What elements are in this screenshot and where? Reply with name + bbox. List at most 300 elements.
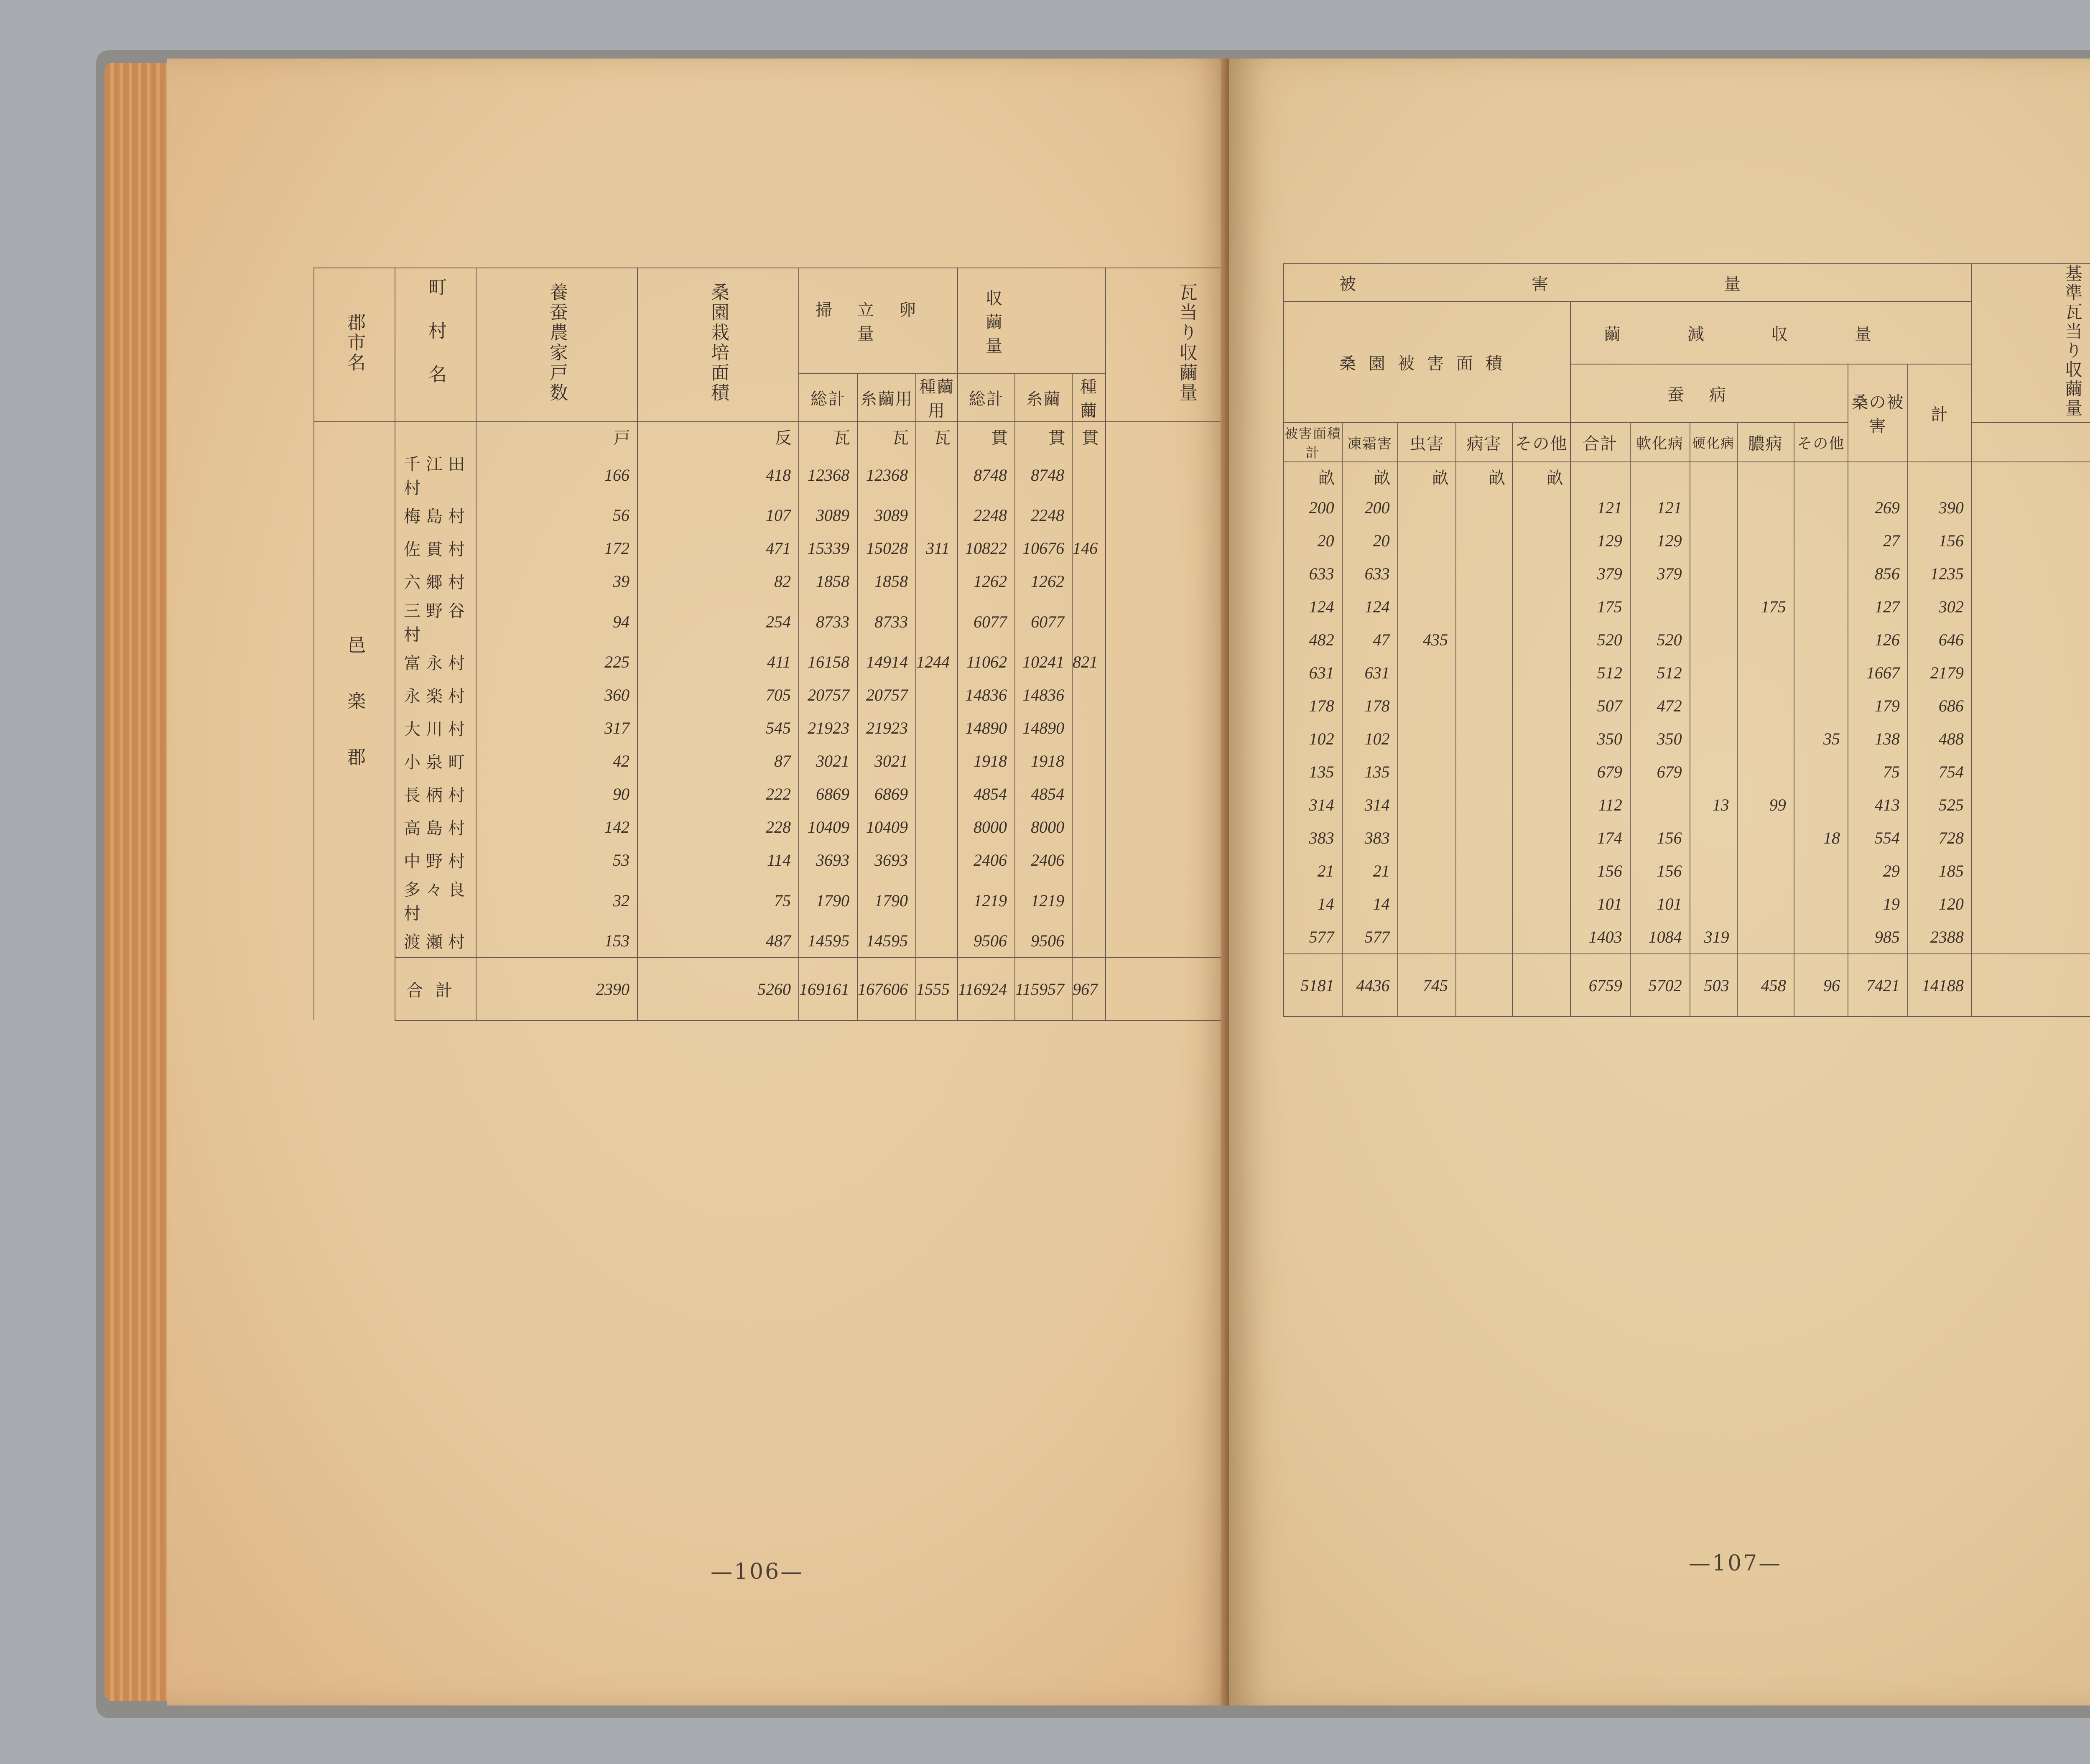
village-name: 大川村 — [395, 711, 476, 744]
table-cell: 3089 — [857, 499, 916, 532]
table-row — [314, 924, 1267, 958]
table-cell — [916, 598, 958, 645]
table-cell: 1219 — [1015, 877, 1072, 924]
table-cell: 269 — [1848, 491, 1908, 524]
table-cell: 1235 — [1908, 557, 1972, 590]
table-cell — [1398, 491, 1456, 524]
header-cocoon-total: 総計 — [958, 373, 1015, 422]
table-row — [314, 565, 1267, 598]
table-cell: 156 — [1630, 854, 1690, 887]
table-cell — [916, 744, 958, 777]
table-cell: 6077 — [1015, 598, 1072, 645]
table-cell — [916, 924, 958, 958]
table-cell: 10241 — [1015, 645, 1072, 678]
unit: 畝 — [1456, 462, 1512, 491]
table-cell: 1918 — [1015, 744, 1072, 777]
table-cell: 360 — [476, 678, 637, 711]
table-cell: 1790 — [857, 877, 916, 924]
table-cell: 127 — [1848, 590, 1908, 623]
table-row — [1284, 722, 2090, 755]
table-cell — [1794, 788, 1848, 821]
table-cell: 39 — [476, 565, 637, 598]
table-cell — [1737, 854, 1794, 887]
table-cell: 8748 — [1015, 451, 1072, 499]
left-table — [314, 268, 1267, 1021]
table-cell: 3693 — [857, 844, 916, 877]
table-cell: 99 — [1737, 788, 1794, 821]
table-cell: 435 — [1398, 623, 1456, 656]
table-cell: 179 — [1848, 689, 1908, 722]
table-cell — [1794, 590, 1848, 623]
table-cell — [1690, 590, 1737, 623]
header-gun: 郡市名 — [314, 268, 395, 422]
table-cell — [1972, 887, 2090, 920]
village-name: 長柄村 — [395, 777, 476, 811]
table-cell — [1512, 887, 1570, 920]
table-cell — [1456, 524, 1512, 557]
table-cell — [1690, 854, 1737, 887]
table-cell: 4854 — [958, 777, 1015, 811]
table-cell: 512 — [1570, 656, 1630, 689]
table-cell: 29 — [1848, 854, 1908, 887]
table-cell — [1737, 689, 1794, 722]
table-cell — [1072, 844, 1106, 877]
table-cell: 1858 — [799, 565, 857, 598]
total-cell: 745 — [1398, 954, 1456, 1017]
header-c-pebrine: 膿病 — [1737, 423, 1794, 462]
table-cell — [1456, 920, 1512, 954]
table-cell: 2406 — [958, 844, 1015, 877]
table-cell: 411 — [637, 645, 799, 678]
header-m-other: その他 — [1512, 423, 1570, 462]
table-cell: 87 — [637, 744, 799, 777]
table-cell — [916, 711, 958, 744]
table-cell: 14890 — [1015, 711, 1072, 744]
table-cell — [1398, 821, 1456, 854]
table-cell — [1072, 565, 1106, 598]
table-row — [1284, 590, 2090, 623]
table-cell: 350 — [1570, 722, 1630, 755]
table-cell: 75 — [637, 877, 799, 924]
header-cocoon-silk: 糸繭 — [1015, 373, 1072, 422]
header-households: 養蚕農家戸数 — [476, 268, 637, 422]
total-cell: 14188 — [1908, 954, 1972, 1017]
table-cell — [1456, 656, 1512, 689]
total-cell: 967 — [1072, 958, 1106, 1020]
table-cell: 646 — [1908, 623, 1972, 656]
table-cell: 631 — [1342, 656, 1398, 689]
table-cell: 525 — [1908, 788, 1972, 821]
table-cell: 14595 — [857, 924, 916, 958]
table-cell: 383 — [1342, 821, 1398, 854]
table-cell — [1972, 557, 2090, 590]
table-cell: 471 — [637, 532, 799, 565]
table-cell: 107 — [637, 499, 799, 532]
table-cell — [1690, 524, 1737, 557]
unit: 反 — [637, 422, 799, 451]
table-cell — [1398, 557, 1456, 590]
table-row — [314, 844, 1267, 877]
table-cell: 856 — [1848, 557, 1908, 590]
table-cell: 14 — [1284, 887, 1342, 920]
table-cell — [1456, 722, 1512, 755]
table-row — [314, 811, 1267, 844]
table-cell: 2406 — [1015, 844, 1072, 877]
table-cell — [1456, 689, 1512, 722]
table-cell: 228 — [637, 811, 799, 844]
table-cell: 12368 — [857, 451, 916, 499]
header-base-yield-cont — [1972, 423, 2090, 462]
total-cell — [1512, 954, 1570, 1017]
table-cell — [1690, 821, 1737, 854]
table-row — [314, 777, 1267, 811]
table-cell: 222 — [637, 777, 799, 811]
table-cell: 379 — [1570, 557, 1630, 590]
table-cell — [1072, 678, 1106, 711]
header-damage: 被害量 — [1284, 264, 1972, 301]
table-cell — [1737, 623, 1794, 656]
table-cell — [1972, 623, 2090, 656]
table-cell: 3021 — [857, 744, 916, 777]
table-cell: 754 — [1908, 755, 1972, 788]
table-cell: 101 — [1570, 887, 1630, 920]
table-cell — [1456, 623, 1512, 656]
table-cell — [1794, 920, 1848, 954]
unit: 瓦 — [799, 422, 857, 451]
table-cell: 577 — [1342, 920, 1398, 954]
table-cell — [1690, 722, 1737, 755]
table-cell: 14914 — [857, 645, 916, 678]
table-cell — [1794, 854, 1848, 887]
table-cell: 3021 — [799, 744, 857, 777]
unit: 貫 — [1072, 422, 1106, 451]
table-cell — [1690, 557, 1737, 590]
table-cell — [1690, 491, 1737, 524]
table-cell: 487 — [637, 924, 799, 958]
table-cell: 520 — [1630, 623, 1690, 656]
table-cell: 27 — [1848, 524, 1908, 557]
table-cell: 3693 — [799, 844, 857, 877]
table-cell: 14 — [1342, 887, 1398, 920]
village-name: 永楽村 — [395, 678, 476, 711]
table-cell — [1690, 656, 1737, 689]
table-cell: 19 — [1848, 887, 1908, 920]
village-name: 千江田村 — [395, 451, 476, 499]
table-cell: 53 — [476, 844, 637, 877]
table-cell: 383 — [1284, 821, 1342, 854]
table-cell: 577 — [1284, 920, 1342, 954]
table-cell — [1972, 722, 2090, 755]
table-cell — [1456, 491, 1512, 524]
header-m-total: 被害面積計 — [1284, 423, 1342, 462]
table-cell: 8000 — [958, 811, 1015, 844]
book-fore-edge-left — [104, 63, 176, 1701]
village-name: 中野村 — [395, 844, 476, 877]
table-cell — [1794, 689, 1848, 722]
table-cell: 1858 — [857, 565, 916, 598]
table-cell: 520 — [1570, 623, 1630, 656]
table-cell: 2248 — [1015, 499, 1072, 532]
total-cell: 5181 — [1284, 954, 1342, 1017]
table-cell: 200 — [1342, 491, 1398, 524]
table-cell — [1972, 854, 2090, 887]
table-cell: 135 — [1342, 755, 1398, 788]
table-cell — [1737, 887, 1794, 920]
table-cell: 21923 — [857, 711, 916, 744]
table-cell: 1790 — [799, 877, 857, 924]
header-egg-seed: 種繭用 — [916, 373, 958, 422]
unit: 貫 — [1015, 422, 1072, 451]
total-row — [314, 958, 1267, 1020]
total-cell: 167606 — [857, 958, 916, 1020]
table-row — [1284, 854, 2090, 887]
table-cell — [1972, 920, 2090, 954]
table-cell — [1456, 755, 1512, 788]
table-cell — [916, 777, 958, 811]
table-cell: 153 — [476, 924, 637, 958]
table-cell — [1794, 755, 1848, 788]
table-cell: 2179 — [1908, 656, 1972, 689]
table-cell: 124 — [1342, 590, 1398, 623]
table-cell — [1737, 491, 1794, 524]
village-name: 渡瀬村 — [395, 924, 476, 958]
unit: 瓦 — [857, 422, 916, 451]
header-mulberry-area: 桑園栽培面積 — [637, 268, 799, 422]
table-cell — [1512, 623, 1570, 656]
table-cell: 314 — [1284, 788, 1342, 821]
table-row — [1284, 755, 2090, 788]
table-cell — [1072, 924, 1106, 958]
header-c-soft: 軟化病 — [1630, 423, 1690, 462]
table-cell: 10409 — [857, 811, 916, 844]
table-cell — [1737, 755, 1794, 788]
table-cell: 13 — [1690, 788, 1737, 821]
table-row — [314, 598, 1267, 645]
table-cell: 12368 — [799, 451, 857, 499]
table-cell: 554 — [1848, 821, 1908, 854]
table-cell — [1456, 590, 1512, 623]
table-cell — [1456, 557, 1512, 590]
units-row — [314, 422, 1267, 451]
table-cell — [1737, 656, 1794, 689]
table-cell: 9506 — [958, 924, 1015, 958]
table-row — [1284, 623, 2090, 656]
table-cell: 185 — [1908, 854, 1972, 887]
table-cell — [1690, 887, 1737, 920]
table-cell: 15028 — [857, 532, 916, 565]
table-cell: 138 — [1848, 722, 1908, 755]
table-cell — [1794, 491, 1848, 524]
table-cell — [1456, 788, 1512, 821]
table-cell: 488 — [1908, 722, 1972, 755]
total-cell: 4436 — [1342, 954, 1398, 1017]
table-cell: 124 — [1284, 590, 1342, 623]
table-cell — [1630, 590, 1690, 623]
total-cell: 5260 — [637, 958, 799, 1020]
header-m-frost: 凍霜害 — [1342, 423, 1398, 462]
table-cell: 14595 — [799, 924, 857, 958]
total-cell — [1972, 954, 2090, 1017]
table-cell: 166 — [476, 451, 637, 499]
table-cell — [1072, 744, 1106, 777]
page-number-right: —107— — [1689, 1551, 1782, 1576]
table-cell: 20757 — [799, 678, 857, 711]
table-cell: 156 — [1908, 524, 1972, 557]
total-cell: 503 — [1690, 954, 1737, 1017]
header-mulberry-damage-loss: 桑の被害 — [1848, 364, 1908, 462]
table-cell: 172 — [476, 532, 637, 565]
table-cell — [1398, 887, 1456, 920]
total-cell: 115957 — [1015, 958, 1072, 1020]
table-cell: 21 — [1284, 854, 1342, 887]
total-cell: 2390 — [476, 958, 637, 1020]
table-cell — [1072, 877, 1106, 924]
table-cell — [1456, 854, 1512, 887]
table-cell: 174 — [1570, 821, 1630, 854]
table-cell: 728 — [1908, 821, 1972, 854]
table-cell — [1794, 887, 1848, 920]
table-cell: 679 — [1570, 755, 1630, 788]
table-cell — [1512, 689, 1570, 722]
table-cell: 112 — [1570, 788, 1630, 821]
header-mulberry-damage: 桑園被害面積 — [1284, 301, 1570, 423]
header-c-total: 合計 — [1570, 423, 1630, 462]
table-cell: 1244 — [916, 645, 958, 678]
table-cell: 254 — [637, 598, 799, 645]
table-row — [314, 645, 1267, 678]
table-cell — [1512, 524, 1570, 557]
table-cell: 311 — [916, 532, 958, 565]
table-cell: 1084 — [1630, 920, 1690, 954]
table-cell: 6077 — [958, 598, 1015, 645]
table-cell: 20 — [1342, 524, 1398, 557]
table-cell — [916, 844, 958, 877]
table-cell: 350 — [1630, 722, 1690, 755]
village-name: 多々良村 — [395, 877, 476, 924]
total-row — [1284, 954, 2090, 1017]
table-row — [1284, 656, 2090, 689]
unit: 貫 — [958, 422, 1015, 451]
table-row — [314, 532, 1267, 565]
total-cell — [1456, 954, 1512, 1017]
table-cell: 1219 — [958, 877, 1015, 924]
table-cell — [1690, 689, 1737, 722]
table-cell — [1398, 920, 1456, 954]
table-cell — [916, 678, 958, 711]
table-cell: 175 — [1570, 590, 1630, 623]
header-egg-group: 掃立卵量 — [799, 268, 958, 373]
header-m-disease: 病害 — [1456, 423, 1512, 462]
table-cell: 317 — [476, 711, 637, 744]
table-cell — [916, 565, 958, 598]
table-cell: 94 — [476, 598, 637, 645]
table-cell: 512 — [1630, 656, 1690, 689]
table-cell — [1794, 524, 1848, 557]
table-cell: 102 — [1284, 722, 1342, 755]
table-cell: 47 — [1342, 623, 1398, 656]
table-cell: 686 — [1908, 689, 1972, 722]
table-cell: 472 — [1630, 689, 1690, 722]
table-cell — [1972, 788, 2090, 821]
table-cell — [1456, 887, 1512, 920]
table-cell — [1072, 777, 1106, 811]
table-cell: 178 — [1284, 689, 1342, 722]
table-cell: 56 — [476, 499, 637, 532]
table-cell: 14890 — [958, 711, 1015, 744]
table-cell: 9506 — [1015, 924, 1072, 958]
table-cell — [1737, 920, 1794, 954]
table-cell: 14836 — [958, 678, 1015, 711]
table-cell — [1398, 524, 1456, 557]
table-cell — [916, 811, 958, 844]
table-cell: 8000 — [1015, 811, 1072, 844]
table-cell — [1072, 711, 1106, 744]
total-cell: 116924 — [958, 958, 1015, 1020]
table-cell: 1262 — [958, 565, 1015, 598]
table-cell: 6869 — [799, 777, 857, 811]
table-cell: 120 — [1908, 887, 1972, 920]
unit: 戸 — [476, 422, 637, 451]
table-cell: 21923 — [799, 711, 857, 744]
header-base-yield: 基準瓦当り収繭量 — [1972, 264, 2090, 423]
table-cell: 379 — [1630, 557, 1690, 590]
table-cell: 90 — [476, 777, 637, 811]
table-cell: 985 — [1848, 920, 1908, 954]
table-row — [314, 711, 1267, 744]
table-cell: 18 — [1794, 821, 1848, 854]
table-row — [314, 877, 1267, 924]
village-name: 三野谷村 — [395, 598, 476, 645]
table-cell: 545 — [637, 711, 799, 744]
table-cell: 129 — [1630, 524, 1690, 557]
total-cell: 6759 — [1570, 954, 1630, 1017]
table-cell — [1398, 656, 1456, 689]
table-cell — [1398, 788, 1456, 821]
total-cell: 1555 — [916, 958, 958, 1020]
table-cell: 8733 — [799, 598, 857, 645]
table-cell: 8748 — [958, 451, 1015, 499]
table-cell — [1512, 491, 1570, 524]
table-cell: 156 — [1570, 854, 1630, 887]
table-cell — [1972, 821, 2090, 854]
table-cell: 114 — [637, 844, 799, 877]
table-cell: 14836 — [1015, 678, 1072, 711]
table-cell: 135 — [1284, 755, 1342, 788]
table-cell: 156 — [1630, 821, 1690, 854]
total-cell: 458 — [1737, 954, 1794, 1017]
table-row — [1284, 491, 2090, 524]
table-cell: 302 — [1908, 590, 1972, 623]
village-name: 六郷村 — [395, 565, 476, 598]
table-cell — [1794, 623, 1848, 656]
table-cell — [1512, 788, 1570, 821]
table-cell: 20757 — [857, 678, 916, 711]
table-cell — [1972, 689, 2090, 722]
table-cell: 507 — [1570, 689, 1630, 722]
unit: 畝 — [1398, 462, 1456, 491]
table-cell — [1512, 557, 1570, 590]
table-cell: 1262 — [1015, 565, 1072, 598]
table-cell: 146 — [1072, 532, 1106, 565]
table-cell: 319 — [1690, 920, 1737, 954]
units-row — [1284, 462, 2090, 491]
header-village: 町村名 — [395, 268, 476, 422]
table-row — [1284, 524, 2090, 557]
table-cell: 20 — [1284, 524, 1342, 557]
table-cell: 21 — [1342, 854, 1398, 887]
table-row — [314, 499, 1267, 532]
table-cell: 82 — [637, 565, 799, 598]
